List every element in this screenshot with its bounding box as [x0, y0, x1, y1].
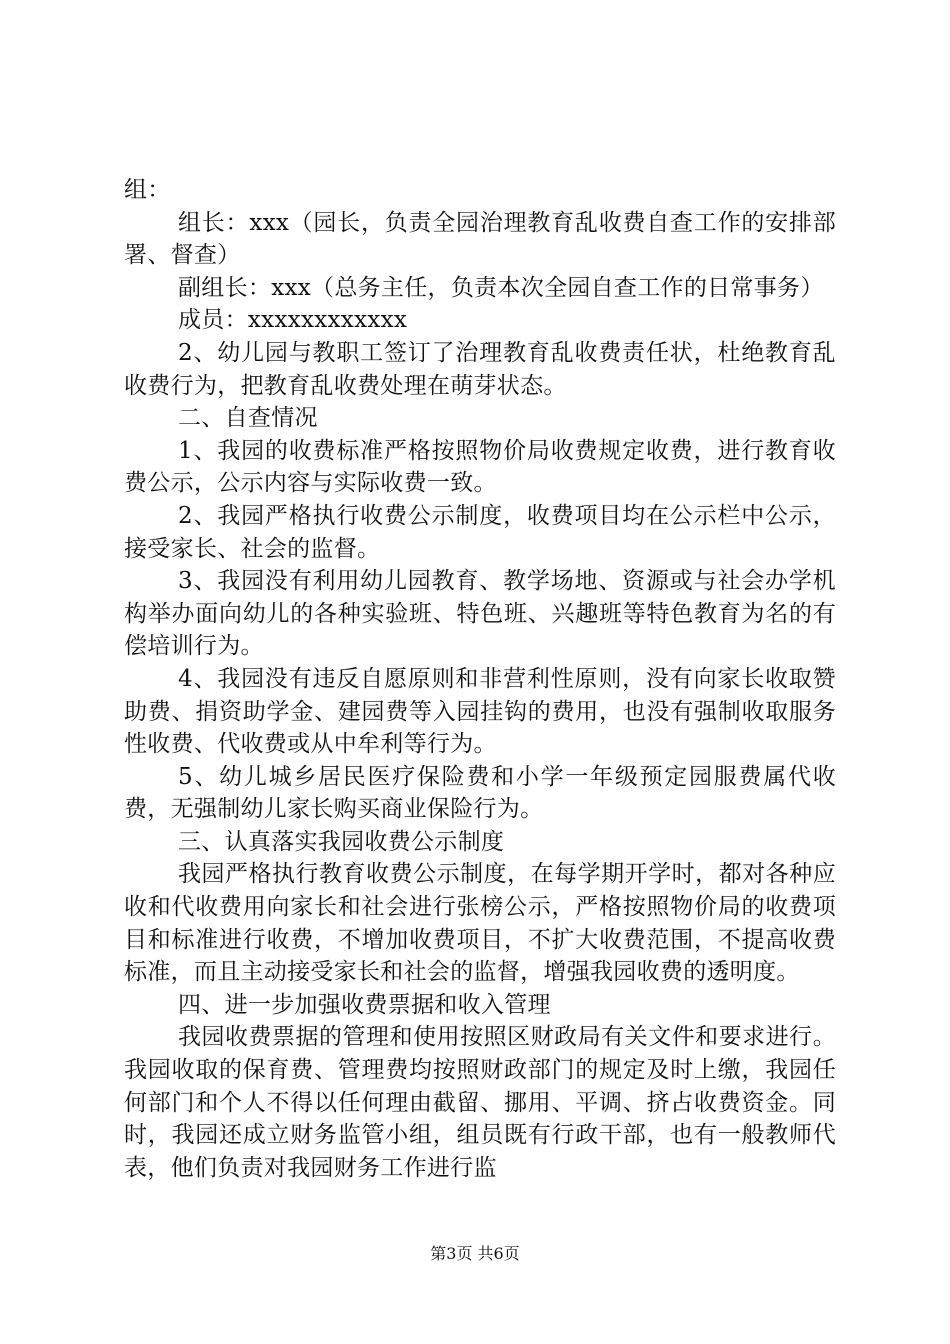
paragraph-item-3: 3、我园没有利用幼儿园教育、教学场地、资源或与社会办学机构举办面向幼儿的各种实验班、特色班、兴趣班等特色教育为名的有偿培训行为。 — [124, 568, 836, 660]
paragraph-publicity: 我园严格执行教育收费公示制度，在每学期开学时，都对各种应收和代收费用向家长和社会进行张榜公示，严格按照物价局的收费项目和标准进行收费，不增加收费项目，不扩大收费范围，不提高收费标准，而且主动接受家长和社会的监督，增强我园收费的透明度。 — [124, 861, 836, 986]
paragraph-members: 成员：xxxxxxxxxxxx — [178, 307, 408, 334]
document-body — [124, 174, 836, 1184]
paragraph-item-1: 1、我园的收费标准严格按照物价局收费规定收费，进行教育收费公示，公示内容与实际收费一致。 — [124, 437, 836, 497]
paragraph-group-leader: 组长：xxx（园长，负责全园治理教育乱收费自查工作的安排部署、督查） — [124, 209, 836, 269]
page-footer: 第3页 共6页 — [430, 1244, 520, 1263]
paragraph-item-5: 5、幼儿城乡居民医疗保险费和小学一年级预定园服费属代收费，无强制幼儿家长购买商业保险行为。 — [124, 763, 836, 823]
paragraph-item-2: 2、我园严格执行收费公示制度，收费项目均在公示栏中公示，接受家长、社会的监督。 — [124, 502, 836, 562]
section-heading-self-check: 二、自查情况 — [178, 405, 318, 432]
paragraph-receipts: 我园收费票据的管理和使用按照区财政局有关文件和要求进行。我园收取的保育费、管理费均按照财政部门的规定及时上缴，我园任何部门和个人不得以任何理由截留、挪用、平调、挤占收费资金。同时，我园还成立财务监管小组，组员既有行政干部，也有一般教师代表，他们负责对我园财务工作进行监 — [124, 1024, 836, 1181]
paragraph-group-heading: 组： — [124, 177, 171, 203]
paragraph-responsibility: 2、幼儿园与教职工签订了治理教育乱收费责任状，杜绝教育乱收费行为，把教育乱收费处理在萌芽状态。 — [124, 339, 836, 399]
paragraph-item-4: 4、我园没有违反自愿原则和非营利性原则，没有向家长收取赞助费、捐资助学金、建园费等入园挂钩的费用，也没有强制收取服务性收费、代收费或从中牟利等行为。 — [124, 665, 836, 758]
section-heading-publicity: 三、认真落实我园收费公示制度 — [178, 828, 505, 855]
section-heading-receipts: 四、进一步加强收费票据和收入管理 — [178, 991, 551, 1018]
paragraph-deputy-leader: 副组长：xxx（总务主任，负责本次全园自查工作的日常事务） — [178, 274, 824, 301]
